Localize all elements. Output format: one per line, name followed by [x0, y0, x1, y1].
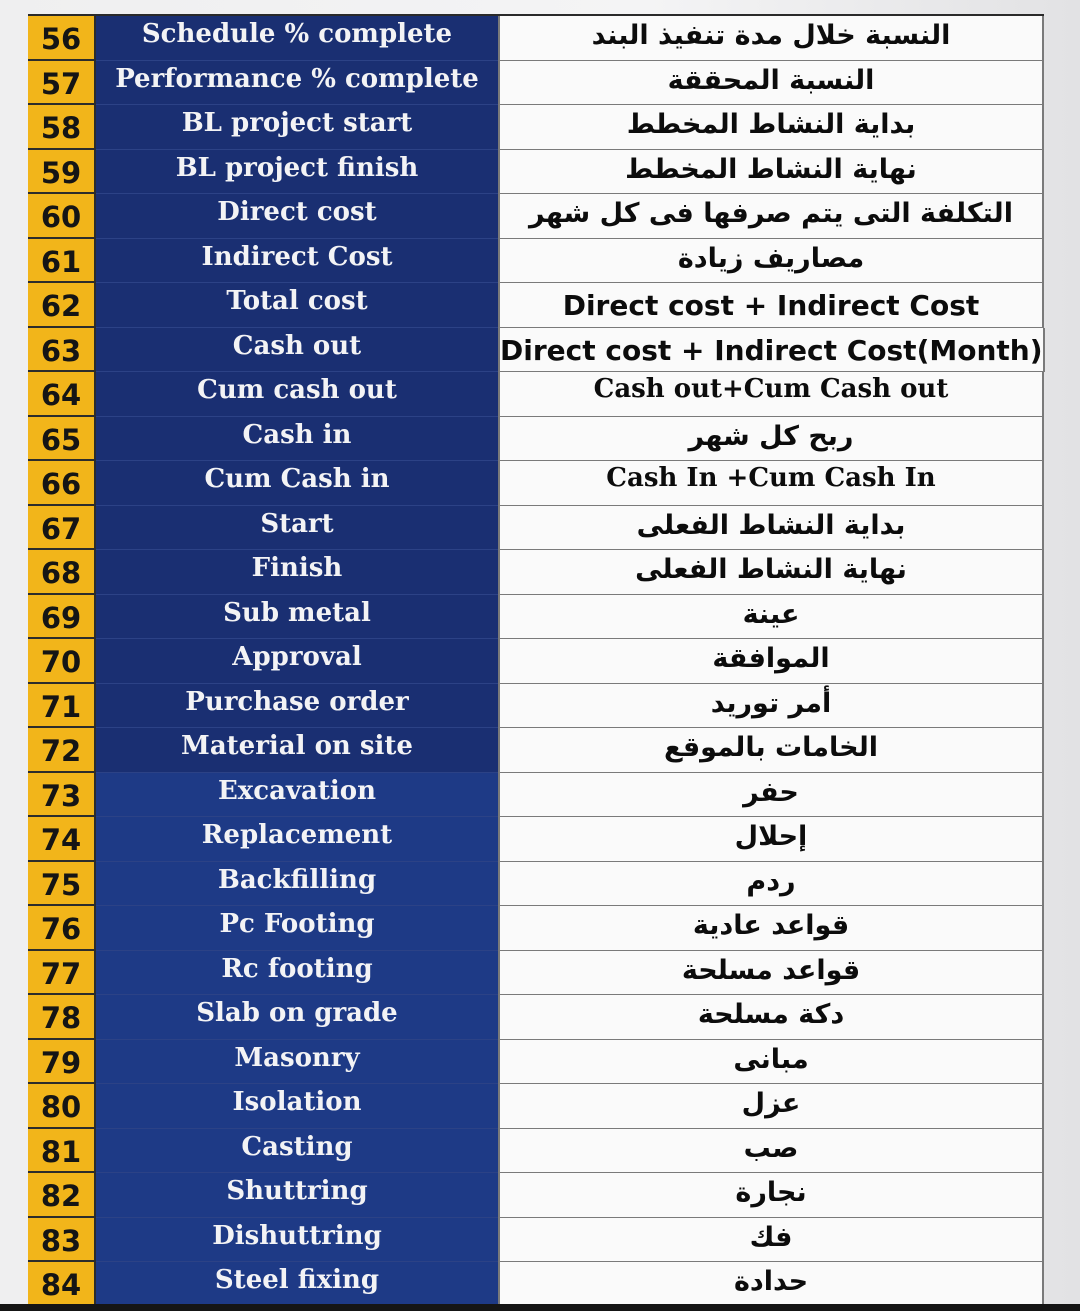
table-row: [28, 461, 1044, 506]
arabic-term: صب: [498, 1129, 1044, 1174]
english-term: Start: [96, 506, 498, 551]
table-row: [28, 16, 1044, 61]
table-row: [28, 239, 1044, 284]
table-row: [28, 372, 1044, 417]
english-term: Pc Footing: [96, 906, 498, 951]
arabic-term: بداية النشاط الفعلى: [498, 506, 1044, 551]
table-row: [28, 1262, 1044, 1307]
arabic-term: فك: [498, 1218, 1044, 1263]
english-term: Direct cost: [96, 194, 498, 239]
row-number: 84: [28, 1262, 96, 1307]
row-number: 70: [28, 639, 96, 684]
row-number: 82: [28, 1173, 96, 1218]
row-number: 83: [28, 1218, 96, 1263]
definition-formula: Cash out+Cum Cash out: [498, 372, 1044, 417]
arabic-term: ربح كل شهر: [498, 417, 1044, 462]
english-term: Backfilling: [96, 862, 498, 907]
arabic-term: حفر: [498, 773, 1044, 818]
table-row: [28, 61, 1044, 106]
table-row: [28, 1084, 1044, 1129]
english-term: Cash out: [96, 328, 498, 373]
row-number: 60: [28, 194, 96, 239]
english-term: Finish: [96, 550, 498, 595]
table-row: [28, 194, 1044, 239]
row-number: 75: [28, 862, 96, 907]
english-term: Casting: [96, 1129, 498, 1174]
bottom-border: [0, 1304, 1080, 1311]
english-term: Cash in: [96, 417, 498, 462]
english-term: Indirect Cost: [96, 239, 498, 284]
table-row: [28, 506, 1044, 551]
row-number: 73: [28, 773, 96, 818]
table-row: [28, 595, 1044, 640]
row-number: 56: [28, 16, 96, 61]
row-number: 64: [28, 372, 96, 417]
english-term: Cum Cash in: [96, 461, 498, 506]
english-term: Performance % complete: [96, 61, 498, 106]
row-number: 72: [28, 728, 96, 773]
table-row: [28, 1218, 1044, 1263]
row-number: 63: [28, 328, 96, 373]
arabic-term: الخامات بالموقع: [498, 728, 1044, 773]
table-row: [28, 995, 1044, 1040]
english-term: BL project finish: [96, 150, 498, 195]
english-term: Isolation: [96, 1084, 498, 1129]
table-row: [28, 1173, 1044, 1218]
definition-formula: Cash In +Cum Cash In: [498, 461, 1044, 506]
arabic-term: إحلال: [498, 817, 1044, 862]
row-number: 80: [28, 1084, 96, 1129]
english-term: Excavation: [96, 773, 498, 818]
arabic-term: عينة: [498, 595, 1044, 640]
table-row: [28, 283, 1044, 328]
english-term: Total cost: [96, 283, 498, 328]
table-row: [28, 1040, 1044, 1085]
row-number: 67: [28, 506, 96, 551]
arabic-term: التكلفة التى يتم صرفها فى كل شهر: [498, 194, 1044, 239]
arabic-term: مبانى: [498, 1040, 1044, 1085]
english-term: Rc footing: [96, 951, 498, 996]
definition-formula: Direct cost + Indirect Cost(Month): [498, 328, 1045, 373]
row-number: 62: [28, 283, 96, 328]
english-term: Replacement: [96, 817, 498, 862]
arabic-term: حدادة: [498, 1262, 1044, 1307]
arabic-term: أمر توريد: [498, 684, 1044, 729]
arabic-term: دكة مسلحة: [498, 995, 1044, 1040]
arabic-term: نهاية النشاط المخطط: [498, 150, 1044, 195]
definition-formula: Direct cost + Indirect Cost: [498, 283, 1044, 328]
row-number: 58: [28, 105, 96, 150]
table-row: [28, 550, 1044, 595]
arabic-term: الموافقة: [498, 639, 1044, 684]
row-number: 59: [28, 150, 96, 195]
english-term: Steel fixing: [96, 1262, 498, 1307]
table-row: [28, 728, 1044, 773]
english-term: Masonry: [96, 1040, 498, 1085]
row-number: 66: [28, 461, 96, 506]
table-row: [28, 639, 1044, 684]
table-row: [28, 951, 1044, 996]
arabic-term: مصاريف زيادة: [498, 239, 1044, 284]
row-number: 78: [28, 995, 96, 1040]
english-term: Dishuttring: [96, 1218, 498, 1263]
english-term: Material on site: [96, 728, 498, 773]
english-term: Slab on grade: [96, 995, 498, 1040]
row-number: 77: [28, 951, 96, 996]
row-number: 69: [28, 595, 96, 640]
row-number: 57: [28, 61, 96, 106]
table-row: [28, 684, 1044, 729]
row-number: 81: [28, 1129, 96, 1174]
arabic-term: قواعد عادية: [498, 906, 1044, 951]
english-term: BL project start: [96, 105, 498, 150]
arabic-term: بداية النشاط المخطط: [498, 105, 1044, 150]
english-term: Sub metal: [96, 595, 498, 640]
english-term: Approval: [96, 639, 498, 684]
table-row: [28, 862, 1044, 907]
row-number: 68: [28, 550, 96, 595]
row-number: 79: [28, 1040, 96, 1085]
table-row: [28, 417, 1044, 462]
arabic-term: قواعد مسلحة: [498, 951, 1044, 996]
table-row: [28, 817, 1044, 862]
row-number: 71: [28, 684, 96, 729]
english-term: Purchase order: [96, 684, 498, 729]
row-number: 61: [28, 239, 96, 284]
table-row: [28, 150, 1044, 195]
arabic-term: النسبة المحققة: [498, 61, 1044, 106]
arabic-term: ردم: [498, 862, 1044, 907]
table-row: [28, 773, 1044, 818]
table-row: [28, 1129, 1044, 1174]
arabic-term: النسبة خلال مدة تنفيذ البند: [498, 16, 1044, 61]
english-term: Schedule % complete: [96, 16, 498, 61]
table-row: [28, 906, 1044, 951]
arabic-term: نجارة: [498, 1173, 1044, 1218]
table-row: [28, 328, 1044, 373]
arabic-term: نهاية النشاط الفعلى: [498, 550, 1044, 595]
glossary-table: [28, 14, 1044, 1306]
english-term: Shuttring: [96, 1173, 498, 1218]
english-term: Cum cash out: [96, 372, 498, 417]
row-number: 76: [28, 906, 96, 951]
row-number: 65: [28, 417, 96, 462]
arabic-term: عزل: [498, 1084, 1044, 1129]
table-row: [28, 105, 1044, 150]
row-number: 74: [28, 817, 96, 862]
